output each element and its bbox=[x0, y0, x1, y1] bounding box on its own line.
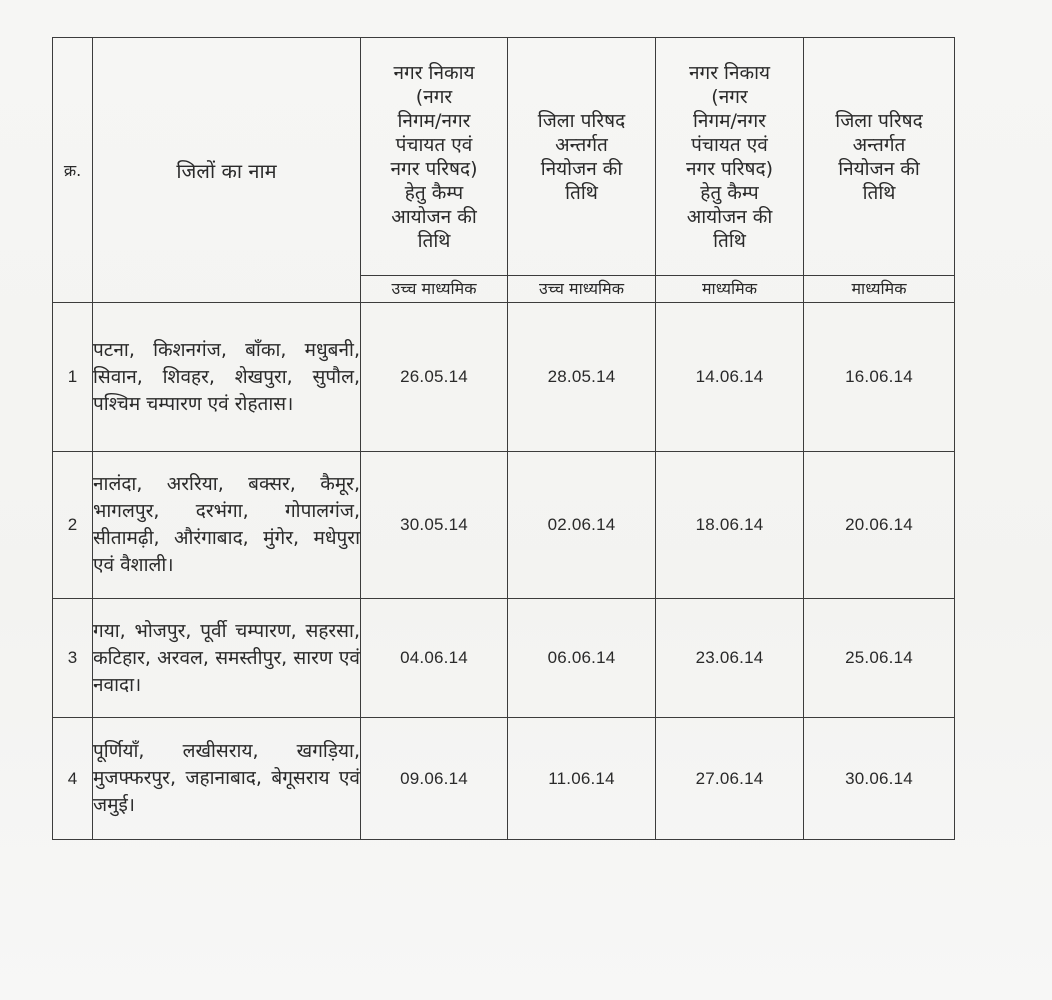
camp-schedule-table bbox=[52, 37, 955, 840]
row-districts: नालंदा, अररिया, बक्सर, कैमूर, भागलपुर, दरभंगा, गोपालगंज, सीतामढ़ी, औरंगाबाद, मुंगेर, मधेपुरा एवं वैशाली। bbox=[93, 452, 361, 599]
row-date-4: 20.06.14 bbox=[804, 452, 955, 599]
table-row bbox=[53, 718, 955, 840]
subheader-secondary: माध्यमिक bbox=[656, 276, 804, 303]
row-date-2: 28.05.14 bbox=[508, 303, 656, 452]
row-date-3: 14.06.14 bbox=[656, 303, 804, 452]
row-date-3: 18.06.14 bbox=[656, 452, 804, 599]
table-row bbox=[53, 599, 955, 718]
table-header-row bbox=[53, 38, 955, 276]
row-districts: गया, भोजपुर, पूर्वी चम्पारण, सहरसा, कटिहार, अरवल, समस्तीपुर, सारण एवं नवादा। bbox=[93, 599, 361, 718]
nagar-nikay-camp-date-header: नगर निकाय (नगर निगम/नगर पंचायत एवं नगर परिषद) हेतु कैम्प आयोजन की तिथि bbox=[361, 38, 508, 276]
subheader-secondary-2: माध्यमिक bbox=[804, 276, 955, 303]
row-serial: 2 bbox=[53, 452, 93, 599]
serial-number-header: क्र. bbox=[53, 38, 93, 303]
row-date-2: 02.06.14 bbox=[508, 452, 656, 599]
row-date-4: 25.06.14 bbox=[804, 599, 955, 718]
row-serial: 3 bbox=[53, 599, 93, 718]
table-row bbox=[53, 452, 955, 599]
row-districts: पटना, किशनगंज, बाँका, मधुबनी, सिवान, शिवहर, शेखपुरा, सुपौल, पश्चिम चम्पारण एवं रोहतास। bbox=[93, 303, 361, 452]
row-districts: पूर्णियाँ, लखीसराय, खगड़िया, मुजफ्फरपुर, जहानाबाद, बेगूसराय एवं जमुई। bbox=[93, 718, 361, 840]
row-date-1: 04.06.14 bbox=[361, 599, 508, 718]
row-date-3: 27.06.14 bbox=[656, 718, 804, 840]
zila-parishad-date-header-2: जिला परिषद अन्तर्गत नियोजन की तिथि bbox=[804, 38, 955, 276]
table-row bbox=[53, 303, 955, 452]
nagar-nikay-camp-date-header-2: नगर निकाय (नगर निगम/नगर पंचायत एवं नगर परिषद) हेतु कैम्प आयोजन की तिथि bbox=[656, 38, 804, 276]
subheader-higher-secondary-2: उच्च माध्यमिक bbox=[508, 276, 656, 303]
row-serial: 1 bbox=[53, 303, 93, 452]
zila-parishad-date-header: जिला परिषद अन्तर्गत नियोजन की तिथि bbox=[508, 38, 656, 276]
row-date-1: 30.05.14 bbox=[361, 452, 508, 599]
row-serial: 4 bbox=[53, 718, 93, 840]
district-name-header: जिलों का नाम bbox=[93, 38, 361, 303]
row-date-4: 16.06.14 bbox=[804, 303, 955, 452]
row-date-1: 09.06.14 bbox=[361, 718, 508, 840]
row-date-2: 06.06.14 bbox=[508, 599, 656, 718]
row-date-4: 30.06.14 bbox=[804, 718, 955, 840]
row-date-2: 11.06.14 bbox=[508, 718, 656, 840]
subheader-higher-secondary: उच्च माध्यमिक bbox=[361, 276, 508, 303]
row-date-3: 23.06.14 bbox=[656, 599, 804, 718]
row-date-1: 26.05.14 bbox=[361, 303, 508, 452]
